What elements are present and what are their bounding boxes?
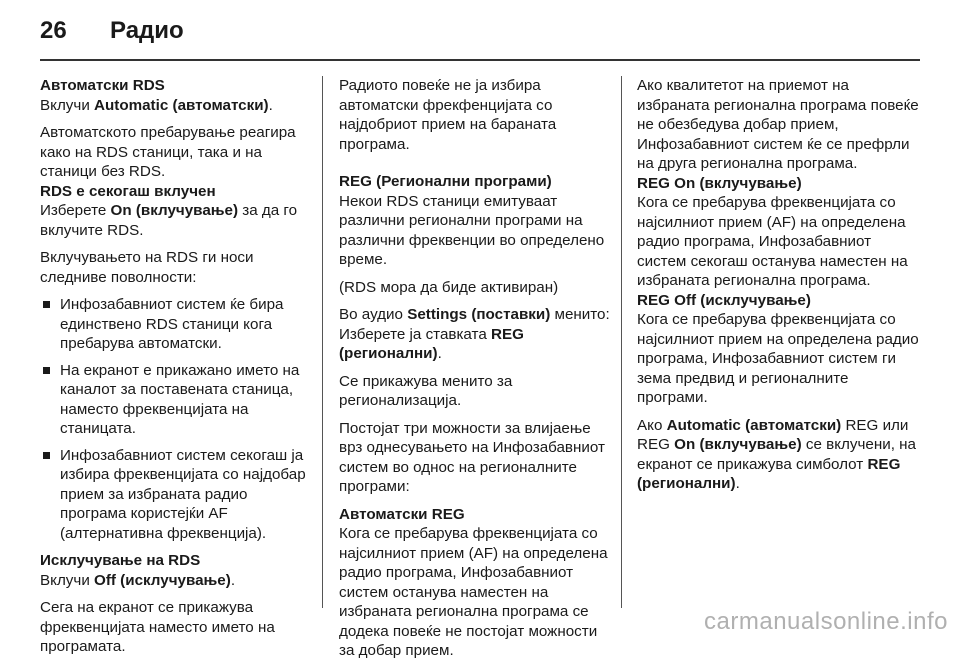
rds-auto-heading: Автоматски RDS bbox=[40, 77, 165, 94]
bullet-square-icon bbox=[43, 301, 50, 308]
reg-off-heading: REG Off (исклучување) bbox=[637, 291, 811, 309]
text-fragment: за да го вклучите RDS. bbox=[40, 202, 298, 239]
paragraph: (RDS мора да биде активиран) bbox=[339, 278, 559, 296]
paragraph: Вклучувањето на RDS ги носи следниве поволности: bbox=[40, 249, 254, 286]
text-fragment: REG или REG bbox=[637, 416, 909, 453]
paragraph: Кога се пребарува фреквенцијата со најсилниот прием на определена радио програма, Инфозабавниот систем ги зема предвид и регионалните програми. bbox=[637, 311, 919, 406]
option-on: On (вклучување) bbox=[674, 436, 802, 453]
paragraph: Сега на екранот се прикажува фреквенцијата наместо името на програмата. bbox=[40, 599, 275, 655]
list-item bbox=[40, 295, 312, 354]
reg-symbol-paragraph bbox=[637, 416, 920, 494]
reg-heading: REG (Регионални програми) bbox=[339, 173, 552, 190]
paragraph: Некои RDS станици емитуваат различни регионални програми на различни фреквенции во определено време. bbox=[339, 192, 605, 268]
reg-off-block bbox=[637, 291, 920, 408]
bullet-square-icon bbox=[43, 452, 50, 459]
text-fragment: . bbox=[268, 96, 273, 114]
header-rule bbox=[40, 59, 920, 61]
rds-always-on-block bbox=[40, 182, 312, 241]
text-fragment: Во аудио bbox=[339, 306, 408, 323]
settings-menu-label: Settings (поставки) bbox=[407, 306, 551, 323]
paragraph: Се прикажува менито за регионализација. bbox=[339, 372, 513, 409]
paragraph: Радиото повеќе не ја избира автоматски фрекфенцијата со најдобриот прием на бараната програма. bbox=[339, 77, 557, 153]
reg-symbol-label: REG (регионални) bbox=[637, 455, 901, 492]
paragraph: Постојат три можности за влијаење врз однесувањето на Инфозабавниот систем во однос на регионалните програми: bbox=[339, 419, 605, 495]
text-fragment: Вклучи bbox=[40, 571, 95, 589]
text-fragment: . bbox=[437, 345, 442, 362]
reg-auto-block bbox=[339, 505, 611, 661]
paragraph: Кога се пребарува фреквенцијата со најсилниот прием (AF) на определена радио програма, Инфозабавниот систем секогаш останува наместен на избраната регионална програма. bbox=[637, 194, 908, 289]
paragraph: Автоматското пребарување реагира како на RDS станици, така и на станици без RDS. bbox=[40, 124, 296, 180]
page-number: 26 bbox=[40, 17, 67, 44]
text-fragment: Изберете bbox=[40, 202, 111, 219]
reg-on-heading: REG On (вклучување) bbox=[637, 174, 802, 192]
paragraph: Ако квалитетот на приемот на избраната регионална програма повеќе не обезбедува добар прием, Инфозабавниот систем ќе се префрли на друга регионална програма. bbox=[637, 77, 919, 172]
text-fragment: . bbox=[735, 475, 740, 492]
bullet-square-icon bbox=[43, 367, 50, 374]
column-1 bbox=[40, 76, 312, 665]
column-divider-1 bbox=[322, 76, 323, 608]
reg-auto-heading: Автоматски REG bbox=[339, 505, 465, 523]
paragraph: Кога се пребарува фреквенцијата со најсилниот прием (AF) на определена радио програма, Инфозабавниот систем останува наместен на избраната регионална програма се додека повеќе не постојат можности за добар прием. bbox=[339, 525, 608, 659]
rds-off-block bbox=[40, 551, 312, 590]
list-item bbox=[40, 446, 312, 544]
column-3 bbox=[637, 76, 920, 502]
option-off: Off (исклучување) bbox=[94, 571, 231, 589]
settings-instruction bbox=[339, 305, 611, 364]
list-item-text: На екранот е прикажано името на каналот за поставената станица, наместо фреквенцијата на станицата. bbox=[60, 361, 300, 437]
list-item-text: Инфозабавниот систем ќе бира единствено RDS станици кога пребарува автоматски. bbox=[60, 296, 284, 352]
option-automatic: Automatic (автоматски) bbox=[666, 416, 842, 434]
text-fragment: се вклучени, на екранот се прикажува симболот bbox=[637, 436, 916, 473]
page-header bbox=[40, 17, 920, 47]
watermark: carmanualsonline.info bbox=[704, 608, 948, 635]
benefit-list bbox=[40, 295, 312, 543]
text-fragment: Вклучи bbox=[40, 96, 95, 114]
rds-off-heading: Исклучување на RDS bbox=[40, 552, 201, 569]
page-title: Радио bbox=[110, 17, 184, 44]
option-automatic: Automatic (автоматски) bbox=[94, 96, 269, 114]
column-divider-2 bbox=[621, 76, 622, 608]
rds-always-on-heading: RDS е секогаш вклучен bbox=[40, 182, 216, 200]
rds-auto-block bbox=[40, 76, 312, 115]
list-item-text: Инфозабавниот систем секогаш ја избира фреквенцијата со најдобар прием за избраната радио програма користејќи AF (алтернативна фреквенција). bbox=[60, 446, 306, 542]
reg-item-label: REG (регионални) bbox=[339, 325, 524, 362]
reg-block bbox=[339, 172, 611, 270]
reg-on-block bbox=[637, 174, 920, 291]
text-fragment: . bbox=[230, 571, 236, 589]
text-fragment: Ако bbox=[637, 416, 667, 434]
column-2 bbox=[339, 76, 611, 669]
list-item bbox=[40, 361, 312, 439]
text-fragment: менито: Изберете ја ставката bbox=[339, 306, 610, 343]
option-on: On (вклучување) bbox=[110, 202, 239, 219]
